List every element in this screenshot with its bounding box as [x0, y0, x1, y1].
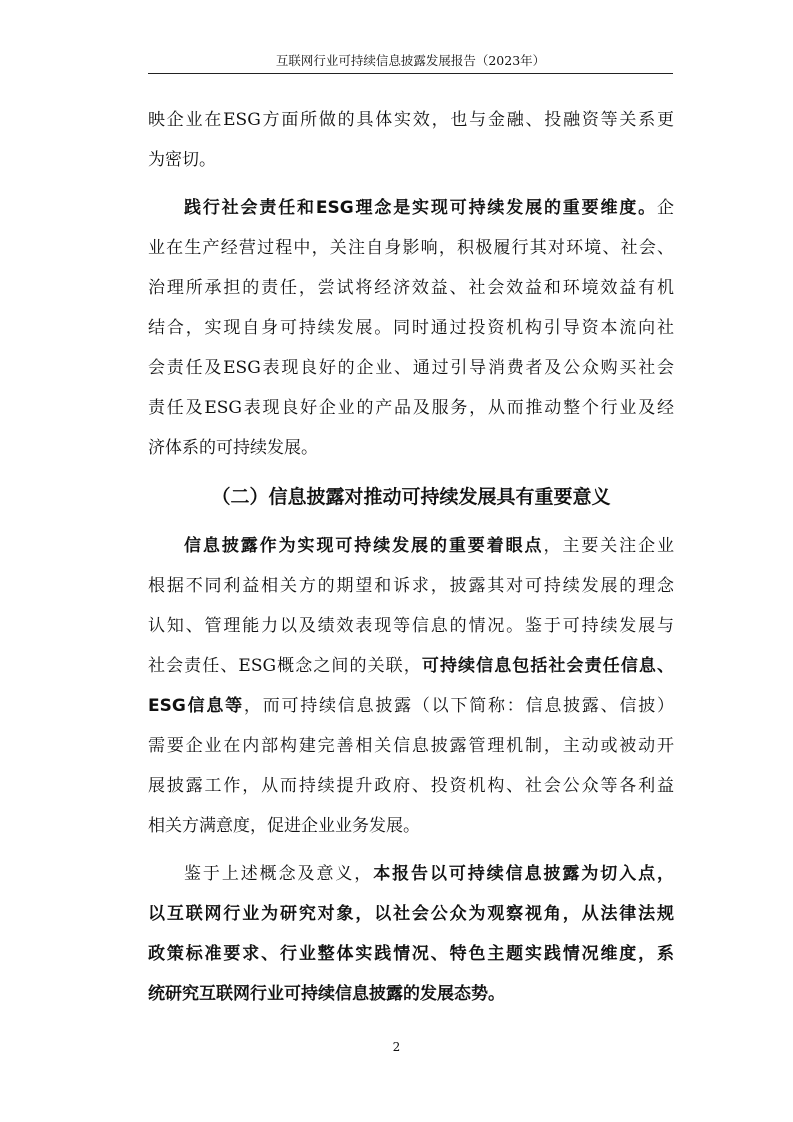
- bold-text-run: 统研究互联网行业可持续信息披露的发展态势。: [148, 984, 505, 1004]
- text-run: 结合，实现自身可持续发展。同时通过投资机构引导资本流向社: [148, 318, 674, 338]
- text-run: 会责任及ESG表现良好的企业、通过引导消费者及公众购买社会: [148, 358, 674, 378]
- text-run: ，而可持续信息披露（以下简称：信息披露、信披）: [243, 696, 675, 716]
- bold-text-run: 政策标准要求、行业整体实践情况、特色主题实践情况维度，系: [148, 944, 674, 964]
- text-run: 鉴于上述概念及意义，: [184, 864, 374, 884]
- paragraph-gap: [148, 180, 674, 188]
- text-run: 社会责任、ESG概念之间的关联，: [148, 656, 422, 676]
- paragraph: [148, 526, 674, 846]
- text-line: [148, 140, 674, 180]
- header-rule: [148, 73, 673, 74]
- document-body: [148, 100, 674, 1014]
- text-line: [148, 228, 674, 268]
- text-run: 责任及ESG表现良好企业的产品及服务，从而推动整个行业及经: [148, 398, 674, 418]
- bold-text-run: 以互联网行业为研究对象，以社会公众为观察视角，从法律法规: [148, 904, 674, 924]
- paragraph-gap: [148, 846, 674, 854]
- text-run: 展披露工作，从而持续提升政府、投资机构、社会公众等各利益: [148, 776, 674, 796]
- text-run: 业在生产经营过程中，关注自身影响，积极履行其对环境、社会、: [148, 238, 674, 258]
- text-line: [148, 726, 674, 766]
- text-line: [148, 348, 674, 388]
- text-line: [148, 268, 674, 308]
- text-line: [148, 100, 674, 140]
- bold-text-run: 本报告以可持续信息披露为切入点，: [373, 864, 675, 884]
- paragraph: [148, 854, 674, 1014]
- text-run: 相关方满意度，促进企业业务发展。: [148, 816, 420, 836]
- text-run: 治理所承担的责任，尝试将经济效益、社会效益和环境效益有机: [148, 278, 674, 298]
- bold-text-run: 可持续信息包括社会责任信息、: [421, 656, 674, 676]
- bold-text-run: ESG信息等: [148, 696, 244, 716]
- running-header: 互联网行业可持续信息披露发展报告（2023年）: [275, 53, 546, 68]
- text-line: [148, 974, 674, 1014]
- paragraph: [148, 100, 674, 180]
- paragraph-block-1: [148, 100, 674, 468]
- text-run: 映企业在ESG方面所做的具体实效，也与金融、投融资等关系更: [148, 110, 674, 130]
- text-run: 认知、管理能力以及绩效表现等信息的情况。鉴于可持续发展与: [148, 616, 674, 636]
- text-run: 企: [657, 198, 674, 218]
- text-line: [148, 388, 674, 428]
- text-line: [148, 766, 674, 806]
- text-run: 根据不同利益相关方的期望和诉求，披露其对可持续发展的理念: [148, 576, 674, 596]
- text-run: 为密切。: [148, 150, 216, 170]
- text-line: [148, 934, 674, 974]
- paragraph: [148, 188, 674, 468]
- text-line: [148, 686, 674, 726]
- text-line: [148, 566, 674, 606]
- text-line: [148, 646, 674, 686]
- text-run: ，主要关注企业: [543, 536, 675, 556]
- text-run: 济体系的可持续发展。: [148, 438, 318, 458]
- text-line: [148, 308, 674, 348]
- page-number: 2: [392, 1040, 401, 1054]
- bold-text-run: 信息披露作为实现可持续发展的重要着眼点: [184, 536, 544, 556]
- text-line: [148, 526, 674, 566]
- text-line: [148, 806, 674, 846]
- text-line: [148, 894, 674, 934]
- text-line: [148, 428, 674, 468]
- paragraph-block-2: [148, 526, 674, 1014]
- text-line: [148, 854, 674, 894]
- text-line: [148, 188, 674, 228]
- section-heading: （二）信息披露对推动可持续发展具有重要意义: [211, 486, 611, 508]
- text-line: [148, 606, 674, 646]
- bold-text-run: 践行社会责任和ESG理念是实现可持续发展的重要维度。: [184, 198, 657, 218]
- text-run: 需要企业在内部构建完善相关信息披露管理机制，主动或被动开: [148, 736, 674, 756]
